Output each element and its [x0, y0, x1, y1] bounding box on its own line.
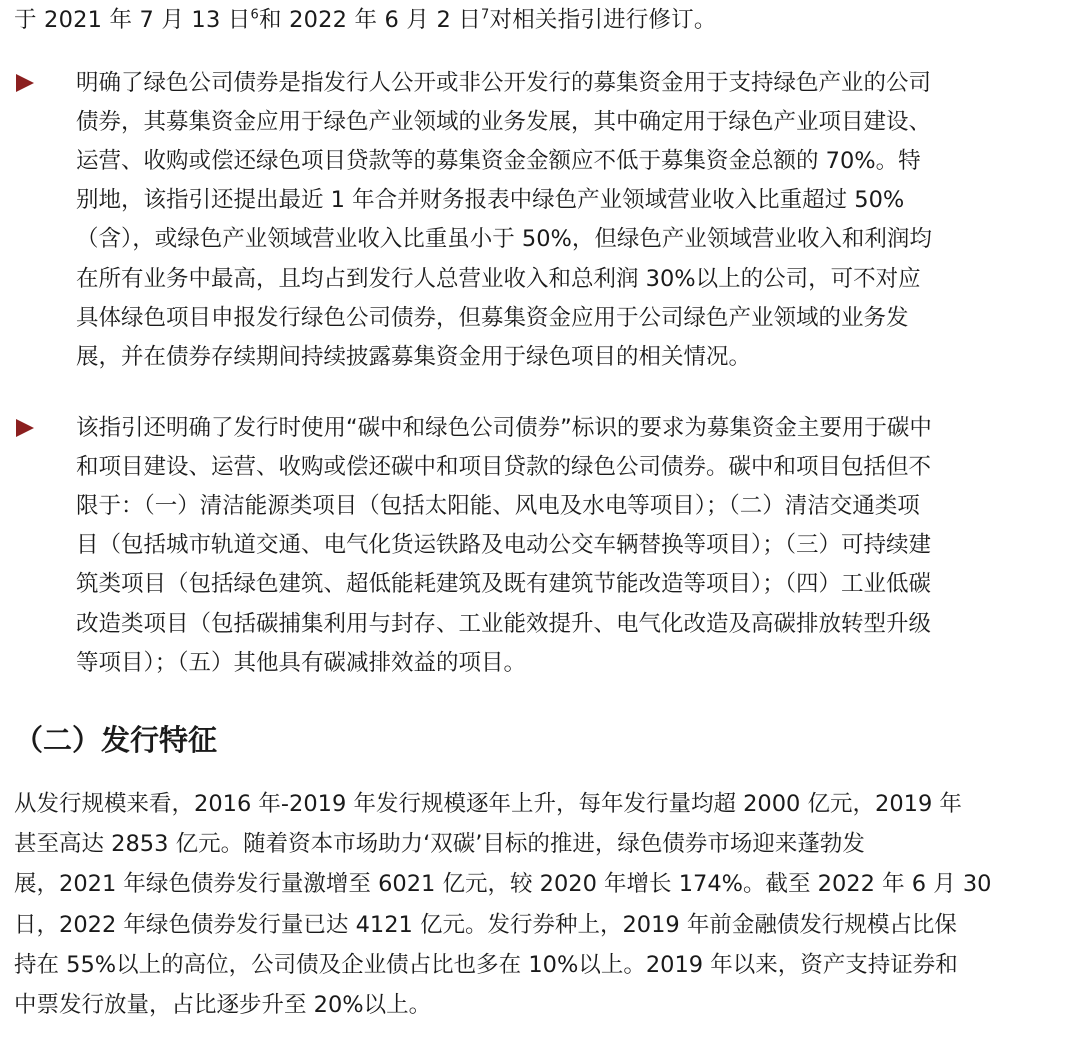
paragraph-line: 甚至高达 2853 亿元。随着资本市场助力‘双碳’目标的推进，绿色债券市场迎来蓬勃发 [14, 831, 865, 857]
section-heading: （二）发行特征 [14, 723, 218, 757]
intro-text-b: 和 2022 年 6 月 2 日 [259, 7, 482, 33]
bullet-2-line: 目（包括城市轨道交通、电气化货运铁路及电动公交车辆替换等项目）；（三）可持续建 [76, 532, 932, 558]
bullet-2-line: 限于：（一）清洁能源类项目（包括太阳能、风电及水电等项目）；（二）清洁交通类项 [76, 493, 920, 519]
paragraph-line: 持在 55%以上的高位，公司债及企业债占比也多在 10%以上。2019 年以来，资产支持证券和 [14, 952, 958, 978]
intro-line [14, 5, 717, 35]
bullet-2-line: 等项目）；（五）其他具有碳减排效益的项目。 [76, 650, 527, 676]
triangle-bullet-icon [16, 74, 34, 92]
intro-text-c: 对相关指引进行修订。 [489, 7, 717, 33]
bullet-2-line: 和项目建设、运营、收购或偿还碳中和项目贷款的绿色公司债券。碳中和项目包括但不 [76, 454, 932, 480]
bullet-1-line: （含），或绿色产业领域营业收入比重虽小于 50%，但绿色产业领域营业收入和利润均 [76, 226, 932, 252]
bullet-1-line: 展，并在债券存续期间持续披露募集资金用于绿色项目的相关情况。 [76, 344, 752, 370]
paragraph-line: 中票发行放量，占比逐步升至 20%以上。 [14, 992, 432, 1018]
footnote-ref-7[interactable]: 7 [481, 7, 490, 23]
triangle-bullet-icon [16, 419, 34, 437]
intro-text-a: 于 2021 年 7 月 13 日 [14, 7, 251, 33]
bullet-2-line: 改造类项目（包括碳捕集利用与封存、工业能效提升、电气化改造及高碳排放转型升级 [76, 611, 932, 637]
bullet-1-line: 运营、收购或偿还绿色项目贷款等的募集资金金额应不低于募集资金总额的 70%。特 [76, 148, 921, 174]
paragraph-line: 展，2021 年绿色债券发行量激增至 6021 亿元，较 2020 年增长 174%。截至 2022 年 6 月 30 [14, 871, 992, 897]
bullet-1-line: 具体绿色项目申报发行绿色公司债券，但募集资金应用于公司绿色产业领域的业务发 [76, 305, 909, 331]
bullet-1-line: 别地，该指引还提出最近 1 年合并财务报表中绿色产业领域营业收入比重超过 50% [76, 187, 905, 213]
bullet-2-line: 筑类项目（包括绿色建筑、超低能耗建筑及既有建筑节能改造等项目）；（四）工业低碳 [76, 571, 932, 597]
bullet-1-line: 债券，其募集资金应用于绿色产业领域的业务发展，其中确定用于绿色产业项目建设、 [76, 109, 932, 135]
paragraph-line: 日，2022 年绿色债券发行量已达 4121 亿元。发行券种上，2019 年前金融债发行规模占比保 [14, 912, 957, 938]
paragraph-line: 从发行规模来看，2016 年-2019 年发行规模逐年上升，每年发行量均超 2000 亿元，2019 年 [14, 791, 962, 817]
footnote-ref-6[interactable]: 6 [250, 7, 260, 23]
bullet-2-line: 该指引还明确了发行时使用“碳中和绿色公司债券”标识的要求为募集资金主要用于碳中 [76, 415, 932, 441]
bullet-1-line: 明确了绿色公司债券是指发行人公开或非公开发行的募集资金用于支持绿色产业的公司 [76, 70, 932, 96]
bullet-1-line: 在所有业务中最高，且均占到发行人总营业收入和总利润 30%以上的公司，可不对应 [76, 266, 921, 292]
